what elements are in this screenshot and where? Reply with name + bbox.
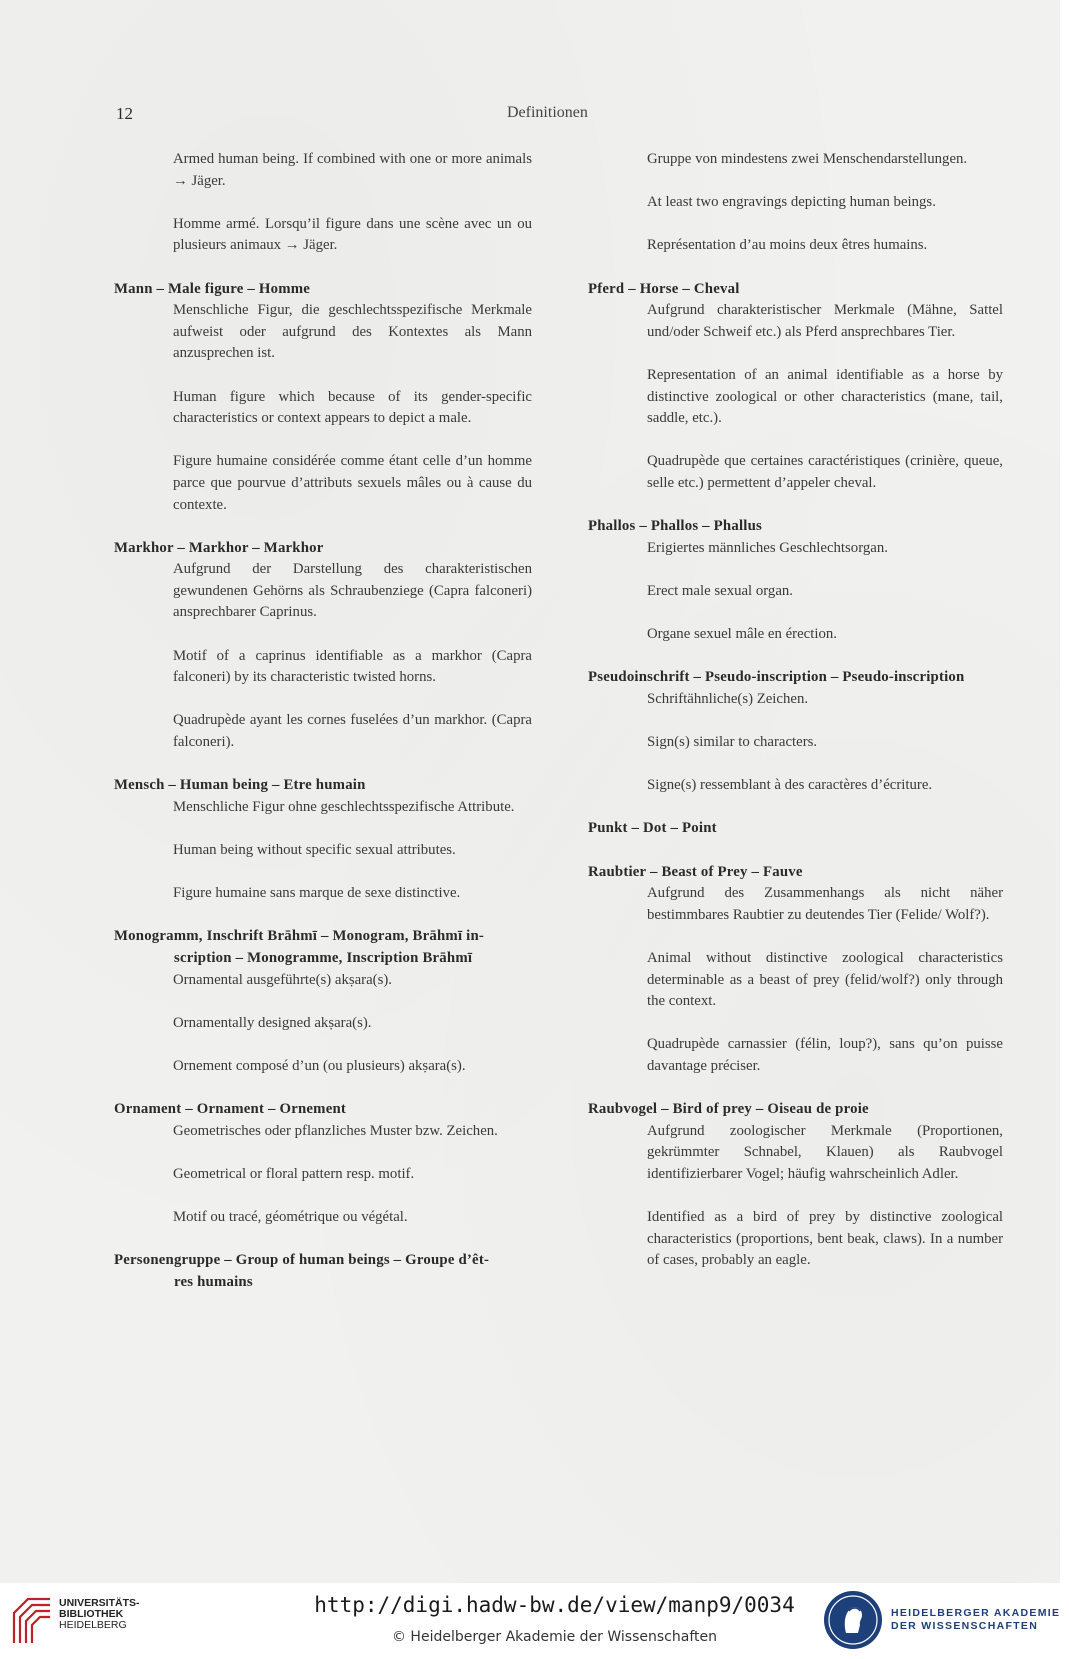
paragraph: Signe(s) ressemblant à des caractères d’écriture.: [647, 777, 933, 794]
paragraph: Ornamentally designed akṣara(s).: [173, 1014, 372, 1031]
paragraph: Menschliche Figur ohne geschlechtsspezifische Attribute.: [173, 798, 515, 815]
footer: [0, 1583, 1069, 1659]
copyright-notice: © Heidelberger Akademie der Wissenschaften: [391, 1629, 717, 1645]
entry-raubvogel: [588, 1099, 1003, 1272]
paragraph: Gruppe von mindestens zwei Menschendarstellungen.: [647, 151, 968, 167]
paragraph: Armed human being. If combined with one or more animals → Jäger.: [173, 151, 532, 189]
entry-heading: Raubvogel – Bird of prey – Oiseau de proie: [588, 1101, 869, 1118]
library-line: UNIVERSITÄTS-: [59, 1597, 140, 1609]
paragraph: Animal without distinctive zoological characteristics determinable as a beast of prey (felid/wolf?) only through the context.: [647, 949, 1003, 1010]
paragraph: Human figure which because of its gender-specific characteristics or context appears to depict a male.: [173, 388, 532, 427]
entry-heading: Ornament – Ornament – Ornement: [114, 1101, 347, 1118]
entry-mensch: [114, 775, 532, 905]
paragraph: Schriftähnliche(s) Zeichen.: [647, 690, 809, 707]
entry-personengruppe: [114, 1250, 532, 1293]
library-line: HEIDELBERG: [59, 1619, 127, 1631]
paragraph: Figure humaine sans marque de sexe distinctive.: [173, 885, 461, 902]
paragraph: Human being without specific sexual attributes.: [173, 842, 456, 858]
entry-pferd: [588, 279, 1003, 495]
entry-heading: Pseudoinschrift – Pseudo-inscription – Pseudo-inscription: [588, 669, 965, 686]
paragraph: Ornamental ausgeführte(s) akṣara(s).: [173, 971, 392, 988]
paragraph: Figure humaine considérée comme étant celle d’un homme parce que pourvue d’attributs sexuels mâles ou à cause du contexte.: [173, 453, 532, 513]
entry-heading: Markhor – Markhor – Markhor: [114, 539, 324, 556]
paragraph: Sign(s) similar to characters.: [647, 734, 818, 751]
entry-heading: Phallos – Phallos – Phallus: [588, 518, 762, 535]
paragraph: Représentation d’au moins deux êtres humains.: [647, 237, 928, 254]
entry-mann: [114, 279, 532, 517]
academy-line: HEIDELBERGER AKADEMIE: [891, 1607, 1061, 1619]
library-line: BIBLIOTHEK: [59, 1608, 124, 1620]
entry-markhor: [114, 538, 532, 754]
academy-line: DER WISSENSCHAFTEN: [891, 1620, 1039, 1632]
entry-heading-continuation: scription – Monogramme, Inscription Brāhmī: [174, 949, 473, 966]
paragraph: Quadrupède que certaines caractéristiques (crinière, queue, selle etc.) permettent d’appeler cheval.: [647, 453, 1003, 491]
paragraph: Aufgrund zoologischer Merkmale (Proportionen, gekrümmter Schnabel, Klauen) als Raubvogel identifizierbarer Vogel; häufig wahrscheinlich Adler.: [647, 1122, 1003, 1182]
entry-raubtier: [588, 862, 1003, 1078]
entry-heading-line: Personengruppe – Group of human beings – Groupe d’êt-: [114, 1252, 490, 1269]
paragraph: Erigiertes männliches Geschlechtsorgan.: [647, 539, 888, 556]
entry-heading: Mann – Male figure – Homme: [114, 280, 311, 297]
entry-heading: Mensch – Human being – Etre humain: [114, 777, 366, 794]
entry-pseudoinschrift: [588, 667, 1003, 797]
paragraph: Menschliche Figur, die geschlechtsspezifische Merkmale aufweist oder aufgrund des Kontextes als Mann anzusprechen ist.: [173, 302, 532, 362]
paragraph: Organe sexuel mâle en érection.: [647, 626, 837, 643]
paragraph: Quadrupède ayant les cornes fuselées d’un markhor. (Capra falconeri).: [173, 712, 532, 751]
page-edge: [1060, 0, 1069, 1583]
entry-heading-continuation: res humains: [174, 1273, 253, 1290]
entry-heading: [114, 926, 532, 969]
paragraph: Geometrisches oder pflanzliches Muster bzw. Zeichen.: [173, 1122, 498, 1139]
academy-name: [891, 1607, 1060, 1633]
running-head: Definitionen: [507, 104, 588, 121]
entry-punkt: [588, 818, 1003, 840]
paragraph: Ornement composé d’un (ou plusieurs) akṣara(s).: [173, 1057, 466, 1074]
right-column: [588, 149, 1003, 1272]
entry-heading: Pferd – Horse – Cheval: [588, 280, 740, 297]
source-url-link[interactable]: http://digi.hadw-bw.de/view/manp9/0034: [314, 1593, 795, 1617]
entry-ornament: [114, 1099, 532, 1229]
paragraph: Aufgrund des Zusammenhangs als nicht näher bestimmbares Raubtier zu deutendes Tier (Felide/ Wolf?).: [647, 885, 1003, 923]
page-number: 12: [116, 104, 133, 123]
paragraph: At least two engravings depicting human beings.: [647, 194, 936, 211]
entry-phallos: [588, 516, 1003, 646]
entry-heading: [114, 1250, 532, 1293]
paragraph: Quadrupède carnassier (félin, loup?), sans qu’on puisse davantage préciser.: [647, 1036, 1003, 1074]
paragraph: Representation of an animal identifiable as a horse by distinctive zoological or other characteristics (mane, tail, saddle, etc.).: [647, 366, 1003, 427]
entry-heading-line: Monogramm, Inschrift Brāhmī – Monogram, Brāhmī in-: [114, 928, 485, 945]
entry-heading: Raubtier – Beast of Prey – Fauve: [588, 863, 803, 880]
academy-seal-icon: [822, 1589, 884, 1651]
entry: [114, 149, 532, 257]
entry: [588, 149, 1003, 257]
paragraph: Motif of a caprinus identifiable as a markhor (Capra falconeri) by its characteristic twisted horns.: [173, 647, 532, 686]
paragraph: Geometrical or floral pattern resp. motif.: [173, 1165, 415, 1182]
entry-monogramm: [114, 926, 532, 1077]
paragraph: Motif ou tracé, géométrique ou végétal.: [173, 1209, 408, 1226]
entry-heading: Punkt – Dot – Point: [588, 820, 717, 837]
left-column: [114, 149, 532, 1293]
paragraph: Erect male sexual organ.: [647, 582, 793, 599]
paragraph: Homme armé. Lorsqu’il figure dans une scène avec un ou plusieurs animaux → Jäger.: [173, 215, 532, 254]
paragraph: Aufgrund der Darstellung des charakteristischen gewundenen Gehörns als Schraubenziege (Capra falconeri) ansprechbarer Caprinus.: [173, 561, 532, 621]
paragraph: Aufgrund charakteristischer Merkmale (Mähne, Sattel und/oder Schweif etc.) als Pferd ansprechbares Tier.: [647, 302, 1003, 340]
paragraph: Identified as a bird of prey by distinctive zoological characteristics (proportions, bent beak, claws). In a number of cases, probably an eagle.: [647, 1209, 1003, 1269]
